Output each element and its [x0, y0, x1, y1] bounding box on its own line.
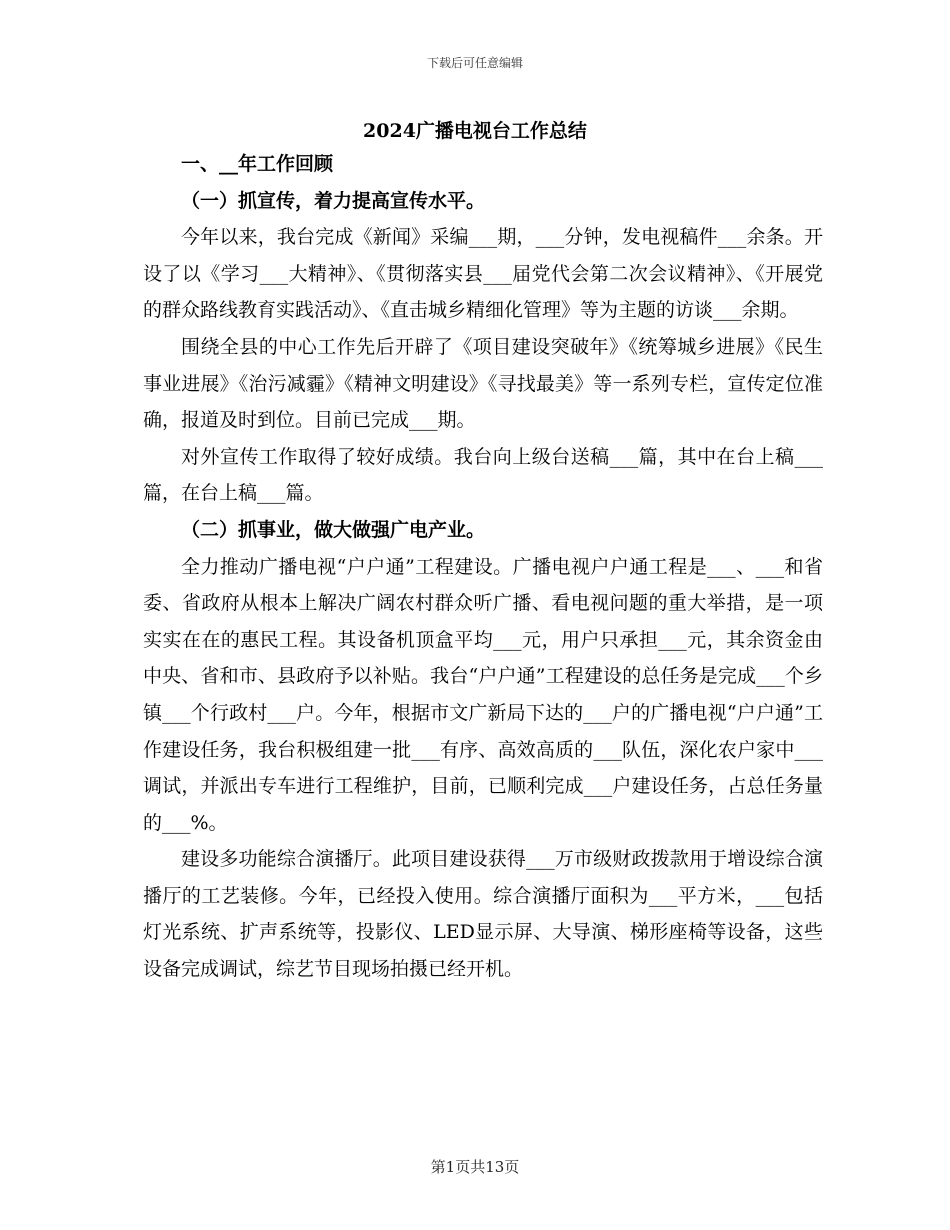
paragraph: 建设多功能综合演播厅。此项目建设获得___万市级财政拨款用于增设综合演播厅的工艺装修。今年，已经投入使用。综合演播厅面积为___平方米，___包括灯光系统、扩声系统等，投影仪、LED显示屏、大导演、梯形座椅等设备，这些设备完成调试，综艺节目现场拍摄已经开机。 — [143, 848, 823, 981]
paragraph: 全力推动广播电视“户户通”工程建设。广播电视户户通工程是___、___和省委、省政府从根本上解决广阔农村群众听广播、看电视问题的重大举措，是一项实实在在的惠民工程。其设备机顶盒平均___元，用户只承担___元，其余资金由中央、省和市、县政府予以补贴。我台“户户通”工程建设的总任务是完成___个乡镇___个行政村___户。今年，根据市文广新局下达的___户的广播电视“户户通”工作建设任务，我台积极组建一批___有序、高效高质的___队伍，深化农户家中___调试，并派出专车进行工程维护，目前，已顺利完成___户建设任务，占总任务量的___%。 — [143, 555, 823, 834]
page-header-note: 下载后可任意编辑 — [426, 56, 523, 70]
paragraph: 对外宣传工作取得了较好成绩。我台向上级台送稿___篇，其中在台上稿___篇，在台上稿___篇。 — [143, 445, 823, 505]
subsection-heading: （二）抓事业，做大做强广电产业。 — [181, 518, 486, 541]
document-title: 2024广播电视台工作总结 — [363, 120, 587, 142]
section-heading: 一、__年工作回顾 — [181, 153, 334, 175]
paragraph: 今年以来，我台完成《新闻》采编___期，___分钟，发电视稿件___余条。开设了以《学习___大精神》、《贯彻落实县___届党代会第二次会议精神》、《开展党的群众路线教育实践活动》、《直击城乡精细化管理》等为主题的访谈___余期。 — [143, 226, 823, 322]
page-number: 第1页共13页 — [430, 1158, 520, 1176]
document-body — [143, 146, 823, 988]
subsection-heading: （一）抓宣传，着力提高宣传水平。 — [181, 189, 486, 212]
paragraph: 围绕全县的中心工作先后开辟了《项目建设突破年》《统筹城乡进展》《民生事业进展》《治污减霾》《精神文明建设》《寻找最美》等一系列专栏，宣传定位准确，报道及时到位。目前已完成___期。 — [143, 335, 823, 432]
